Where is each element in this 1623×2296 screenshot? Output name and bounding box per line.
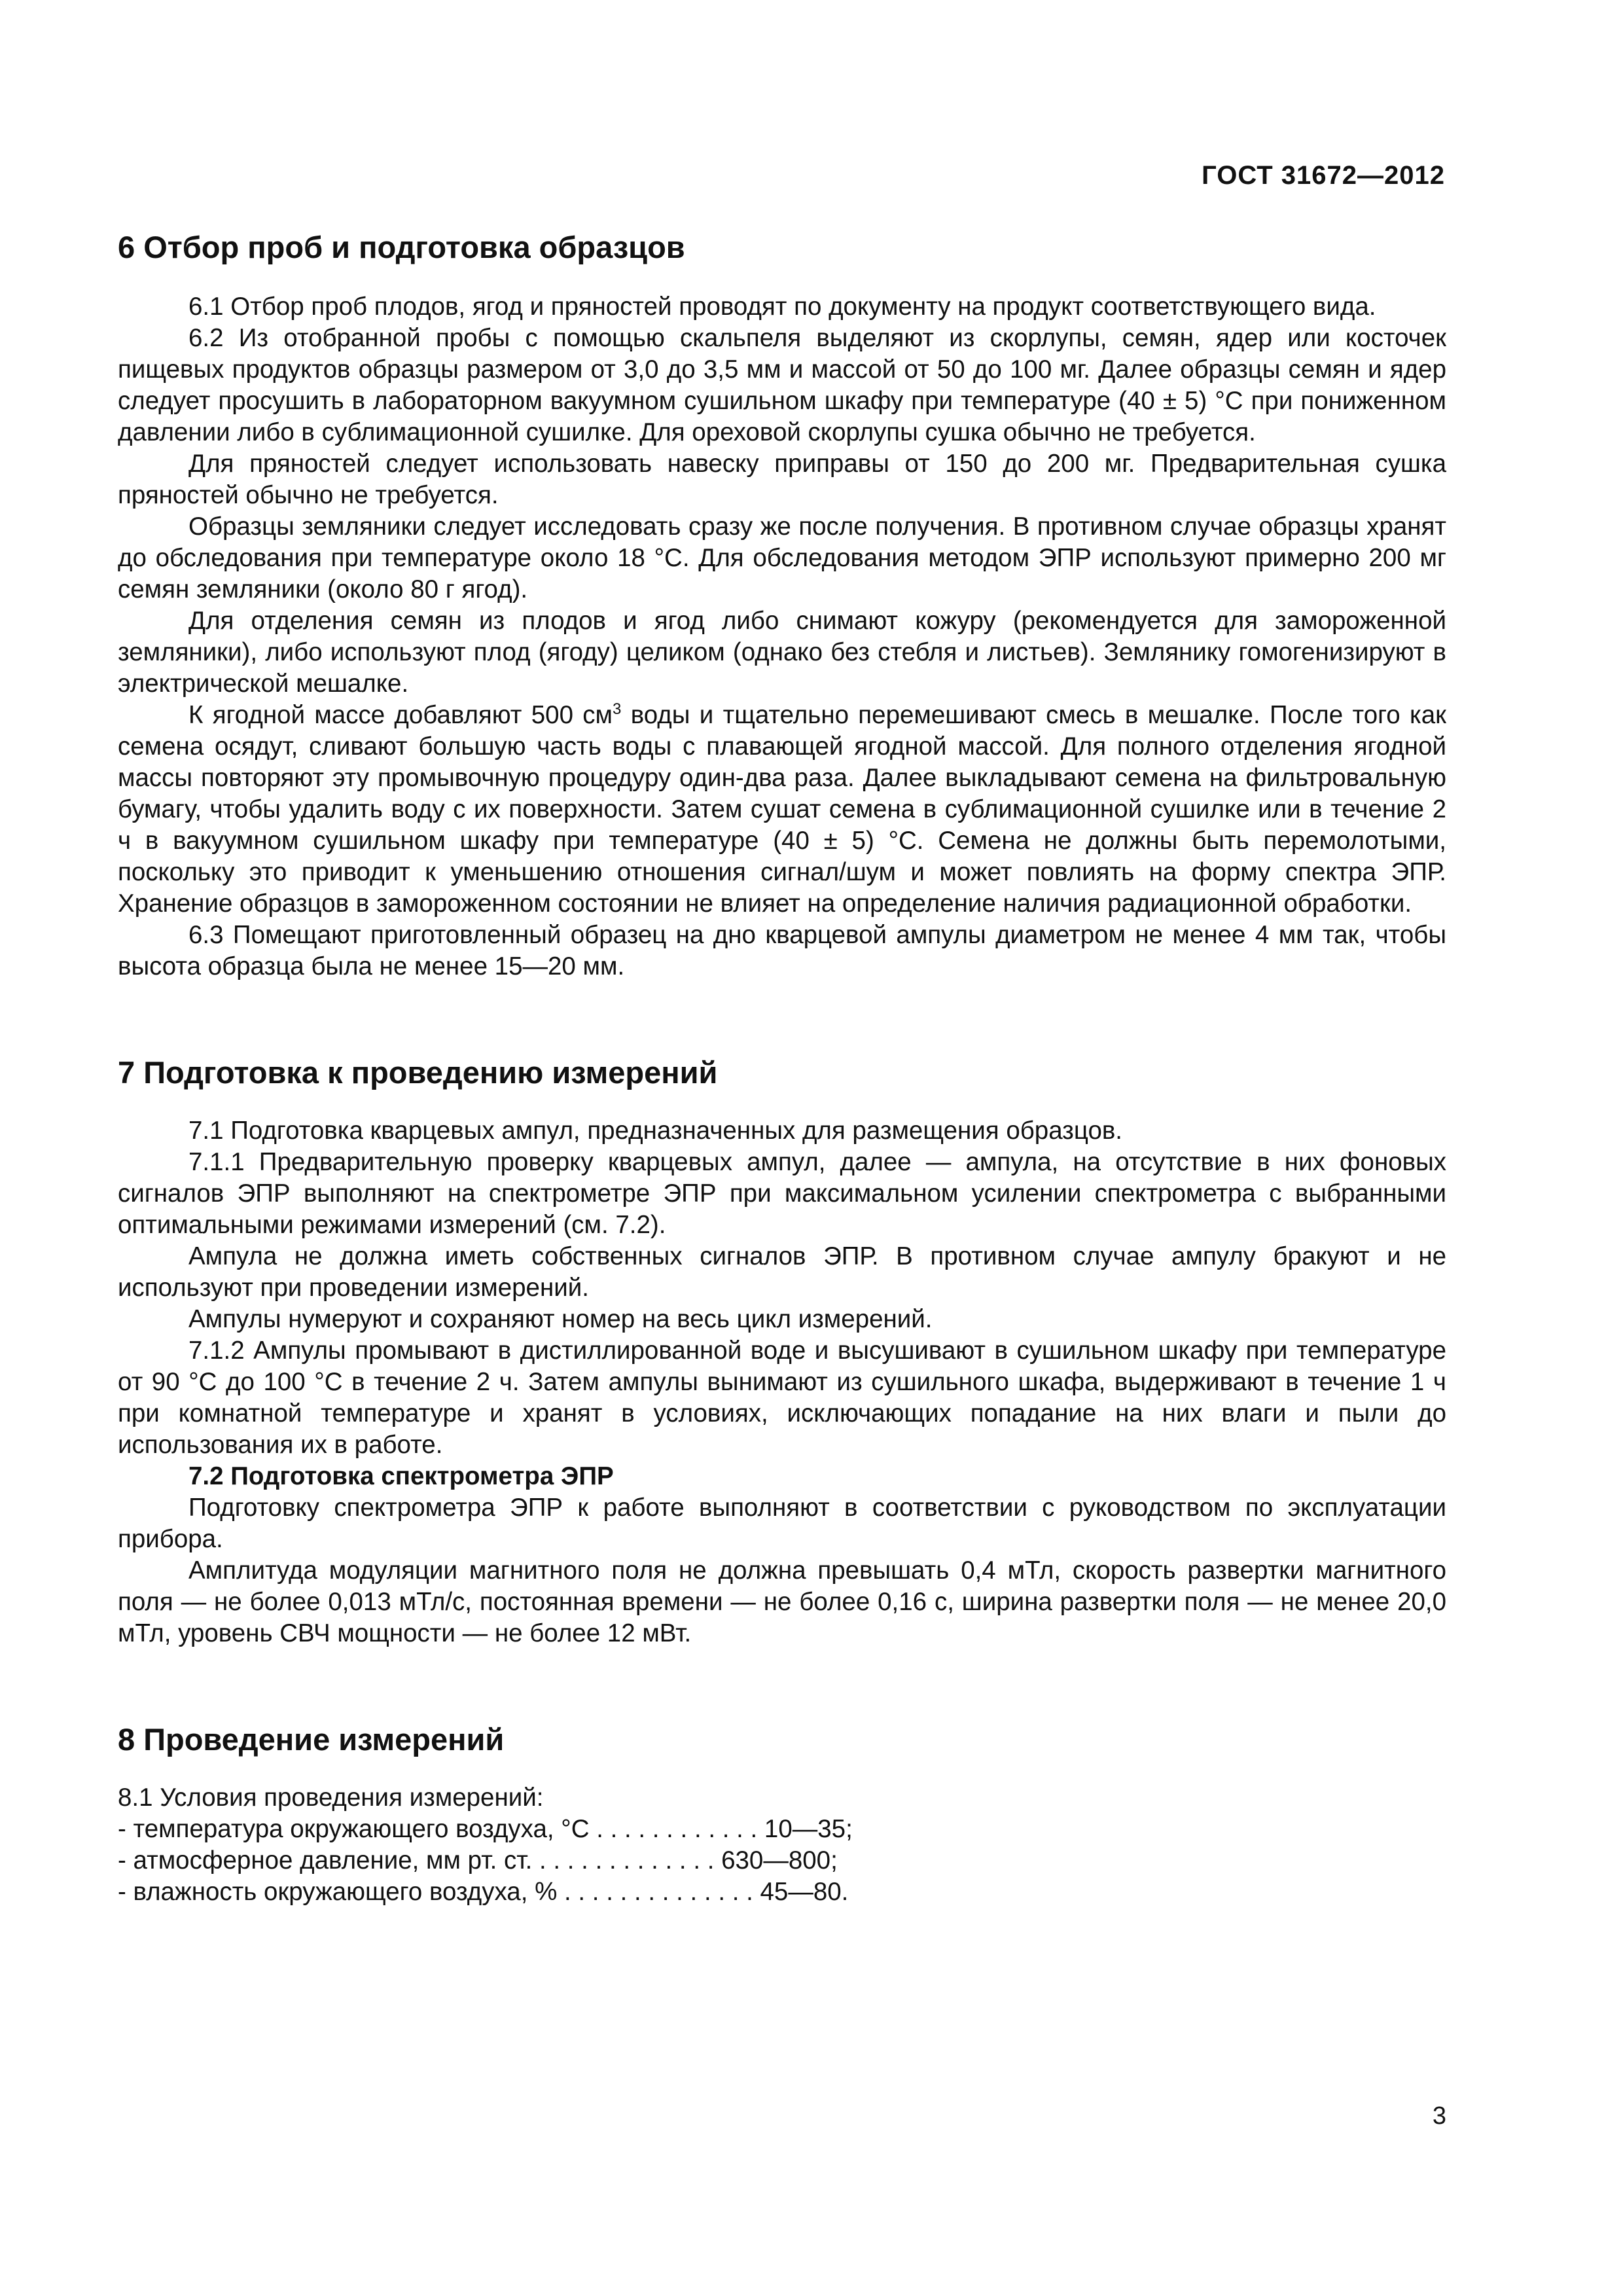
list-item: - влажность окружающего воздуха, % . . . . . . . . . . . . . . 45—80. bbox=[118, 1878, 849, 1906]
paragraph-6-2: 6.2 Из отобранной пробы с помощью скальпеля выделяют из скорлупы, семян, ядер или косточек пищевых продуктов образцы размером от 3,0 до 3,5 мм и массой от 50 до 100 мг. Далее образцы семян и ядер следует просушить в лабораторном вакуумном сушильном шкафу при температуре (40 ± 5) °С при пониженном давлении либо в сублимационной сушилке. Для ореховой скорлупы сушка обычно не требуется. bbox=[118, 324, 1446, 446]
water-text-end: воды и тщательно перемешивают смесь в мешалке. После того как семена осядут, сливают большую часть воды с плавающей ягодной массой. Для полного отделения ягодной массы повторяют эту промывочную процедуру один-два раза. Далее выкладывают семена на фильтровальную бумагу, чтобы удалить воду с их поверхности. Затем сушат семена в сублимационной сушилке или в течение 2 ч в вакуумном сушильном шкафу при температуре (40 ± 5) °С. Семена не должны быть перемолотыми, поскольку это приводит к уменьшению отношения сигнал/шум и может повлиять на форму спектра ЭПР. Хранение образцов в замороженном состоянии не влияет на определение наличия радиационной обработки. bbox=[118, 701, 1446, 918]
section-8-title: 8 Проведение измерений bbox=[118, 1722, 505, 1757]
page-number: 3 bbox=[1432, 2102, 1446, 2130]
list-item: - атмосферное давление, мм рт. ст. . . . . . . . . . . . . . 630—800; bbox=[118, 1846, 838, 1874]
paragraph-6-3: 6.3 Помещают приготовленный образец на дно кварцевой ампулы диаметром не менее 4 мм так, чтобы высота образца была не менее 15—20 мм. bbox=[118, 921, 1446, 980]
paragraph-modulation-params: Амплитуда модуляции магнитного поля не должна превышать 0,4 мТл, скорость развертки магнитного поля — не более 0,013 мТл/с, постоянная времени — не более 0,16 с, ширина развертки поля — не менее 20,0 мТл, уровень СВЧ мощности — не более 12 мВт. bbox=[118, 1556, 1446, 1647]
paragraph-7-1: 7.1 Подготовка кварцевых ампул, предназначенных для размещения образцов. bbox=[188, 1117, 1123, 1145]
paragraph-seed-separation: Для отделения семян из плодов и ягод либо снимают кожуру (рекомендуется для замороженной земляники), либо используют плод (ягоду) целиком (однако без стебля и листьев). Землянику гомогенизируют в электрической мешалке. bbox=[118, 607, 1446, 698]
paragraph-ampoule-signals: Ампула не должна иметь собственных сигналов ЭПР. В противном случае ампулу бракуют и не используют при проведении измерений. bbox=[118, 1242, 1446, 1302]
conditions-intro: 8.1 Условия проведения измерений: bbox=[118, 1784, 544, 1812]
list-item: - температура окружающего воздуха, °С . . . . . . . . . . . . 10—35; bbox=[118, 1815, 853, 1843]
document-body bbox=[118, 229, 1446, 1908]
paragraph-spectrometer-prep: Подготовку спектрометра ЭПР к работе выполняют в соответствии с руководством по эксплуатации прибора. bbox=[118, 1494, 1446, 1553]
subheading-7-2: 7.2 Подготовка спектрометра ЭПР bbox=[188, 1462, 614, 1490]
paragraph-ampoule-numbering: Ампулы нумеруют и сохраняют номер на весь цикл измерений. bbox=[188, 1305, 933, 1333]
conditions-list bbox=[118, 1782, 1446, 1908]
document-code: ГОСТ 31672—2012 bbox=[1202, 161, 1445, 190]
water-text-start: К ягодной массе добавляют 500 см bbox=[188, 701, 613, 729]
cubic-superscript: 3 bbox=[613, 700, 622, 719]
paragraph-7-1-1: 7.1.1 Предварительную проверку кварцевых ампул, далее — ампула, на отсутствие в них фоновых сигналов ЭПР выполняют на спектрометре ЭПР при максимальном усилении спектрометра с выбранными оптимальными режимами измерений (см. 7.2). bbox=[118, 1148, 1446, 1239]
paragraph-strawberry-samples: Образцы земляники следует исследовать сразу же после получения. В противном случае образцы хранят до обследования при температуре около 18 °С. Для обследования методом ЭПР используют примерно 200 мг семян земляники (около 80 г ягод). bbox=[118, 512, 1446, 603]
section-6-title: 6 Отбор проб и подготовка образцов bbox=[118, 230, 685, 264]
section-7-title: 7 Подготовка к проведению измерений bbox=[118, 1055, 718, 1090]
paragraph-6-1: 6.1 Отбор проб плодов, ягод и пряностей проводят по документу на продукт соответствующего вида. bbox=[188, 293, 1376, 321]
paragraph-7-1-2: 7.1.2 Ампулы промывают в дистиллированной воде и высушивают в сушильном шкафу при температуре от 90 °С до 100 °С в течение 2 ч. Затем ампулы вынимают из сушильного шкафа, выдерживают в течение 1 ч при комнатной температуре и хранят в условиях, исключающих попадание на них влаги и пыли до использования их в работе. bbox=[118, 1336, 1446, 1459]
paragraph-spices: Для пряностей следует использовать навеску приправы от 150 до 200 мг. Предварительная сушка пряностей обычно не требуется. bbox=[118, 450, 1446, 509]
paragraph-water-washing bbox=[118, 700, 1446, 920]
